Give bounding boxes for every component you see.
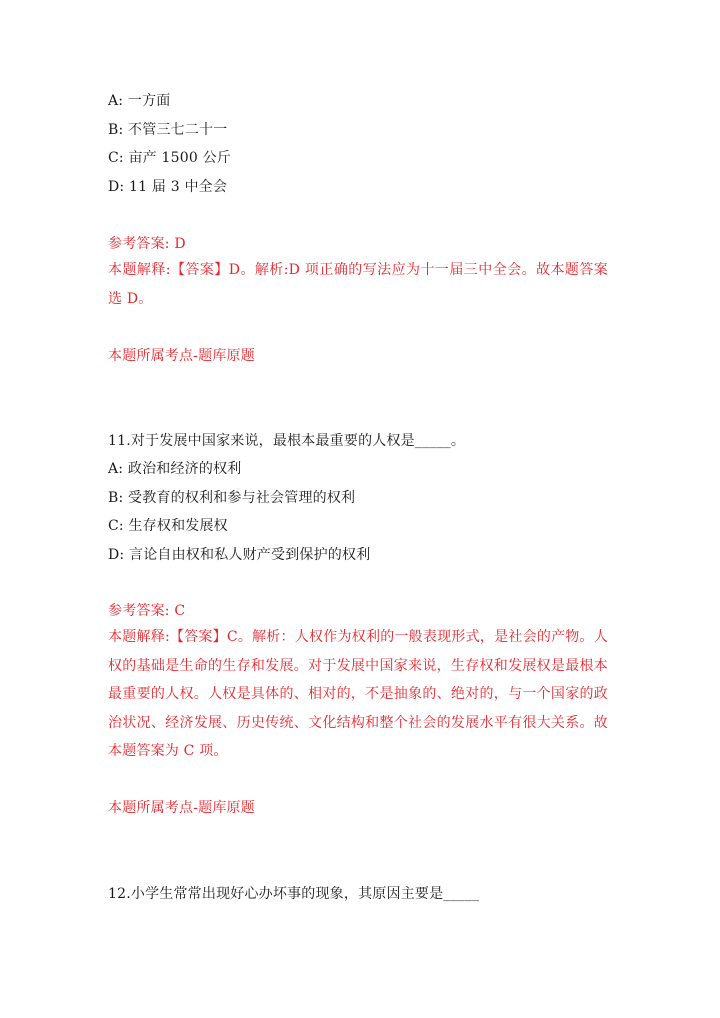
q11-option-b: B: 受教育的权利和参与社会管理的权利 (108, 490, 356, 506)
q11-question: 11.对于发展中国家来说，最根本最重要的人权是_____。 (108, 433, 466, 449)
q11-option-c: C: 生存权和发展权 (108, 518, 228, 534)
q10-option-c: C: 亩产 1500 公斤 (108, 150, 232, 166)
q10-answer: 参考答案: D (108, 236, 186, 252)
q11-source: 本题所属考点-题库原题 (108, 800, 255, 816)
q12-question: 12.小学生常常出现好心办坏事的现象，其原因主要是_____ (108, 886, 480, 902)
q10-source: 本题所属考点-题库原题 (108, 348, 255, 364)
q11-answer: 参考答案: C (108, 603, 186, 619)
q11-option-d: D: 言论自由权和私人财产受到保护的权利 (108, 547, 371, 563)
q10-explanation: 本题解释:【答案】D。解析:D 项正确的写法应为十一届三中全会。故本题答案选 D。 (108, 262, 608, 307)
q10-option-b: B: 不管三七二十一 (108, 122, 228, 138)
q11-explanation: 本题解释:【答案】C。解析：人权作为权利的一般表现形式，是社会的产物。人权的基础是生命的生存和发展。对于发展中国家来说，生存权和发展权是最根本最重要的人权。人权是具体的、相对的，不是抽象的、绝对的，与一个国家的政治状况、经济发展、历史传统、文化结构和整个社会的发展水平有很大关系。故本题答案为 C 项。 (108, 629, 608, 760)
q10-option-a: A: 一方面 (108, 93, 171, 109)
q11-option-a: A: 政治和经济的权利 (108, 461, 242, 477)
q10-option-d: D: 11 届 3 中全会 (108, 179, 228, 195)
